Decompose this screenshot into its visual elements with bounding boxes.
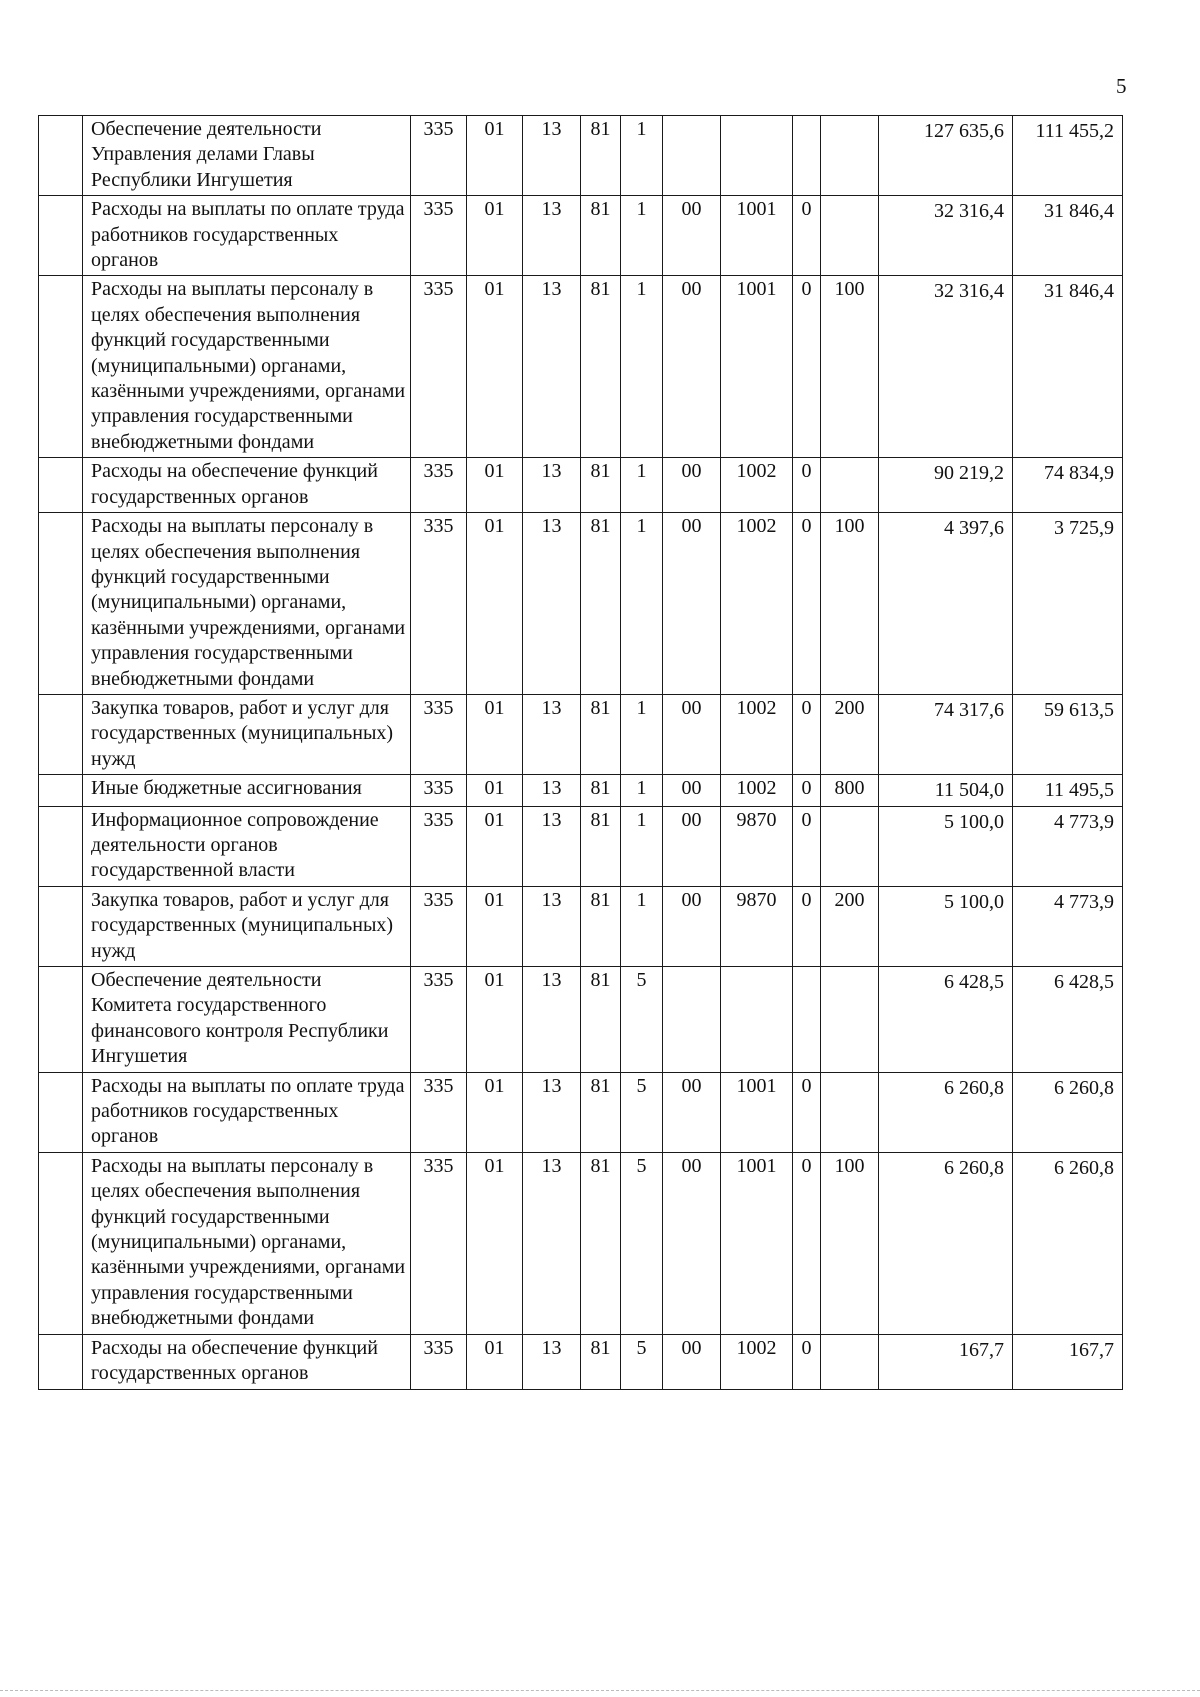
cell-amount-2: 6 428,5 — [1013, 967, 1123, 1073]
cell-razdel: 01 — [467, 694, 523, 774]
page-bottom-rule — [0, 1690, 1200, 1691]
cell-index — [39, 775, 83, 806]
cell-direction-suffix — [793, 116, 821, 196]
cell-program: 81 — [581, 116, 621, 196]
cell-program: 81 — [581, 1334, 621, 1389]
cell-subprogram: 5 — [621, 1334, 663, 1389]
cell-subprogram: 5 — [621, 1072, 663, 1152]
cell-index — [39, 886, 83, 966]
cell-program: 81 — [581, 458, 621, 513]
cell-podrazdel: 13 — [523, 694, 581, 774]
cell-amount-1: 167,7 — [879, 1334, 1013, 1389]
cell-index — [39, 1334, 83, 1389]
cell-amount-2: 3 725,9 — [1013, 513, 1123, 695]
table-row — [39, 967, 1123, 1073]
cell-direction-suffix: 0 — [793, 1152, 821, 1334]
page-number: 5 — [1116, 74, 1127, 98]
cell-direction: 9870 — [721, 806, 793, 886]
cell-amount-2: 31 846,4 — [1013, 196, 1123, 276]
table-row — [39, 196, 1123, 276]
cell-subprogram: 1 — [621, 775, 663, 806]
cell-subprogram: 1 — [621, 196, 663, 276]
cell-index — [39, 694, 83, 774]
cell-amount-1: 74 317,6 — [879, 694, 1013, 774]
cell-amount-1: 32 316,4 — [879, 196, 1013, 276]
cell-program: 81 — [581, 694, 621, 774]
cell-razdel: 01 — [467, 967, 523, 1073]
cell-main-activity: 00 — [663, 513, 721, 695]
cell-name: Обеспечение деятельности Комитета государственного финансового контроля Республики Ингушетия — [83, 967, 411, 1073]
cell-name: Расходы на обеспечение функций государственных органов — [83, 458, 411, 513]
cell-subprogram: 1 — [621, 458, 663, 513]
cell-expense-type — [821, 458, 879, 513]
cell-ved: 335 — [411, 1152, 467, 1334]
cell-amount-1: 90 219,2 — [879, 458, 1013, 513]
cell-direction: 1001 — [721, 1072, 793, 1152]
cell-name: Расходы на выплаты по оплате труда работников государственных органов — [83, 196, 411, 276]
cell-amount-1: 5 100,0 — [879, 886, 1013, 966]
cell-expense-type: 800 — [821, 775, 879, 806]
cell-podrazdel: 13 — [523, 276, 581, 458]
cell-razdel: 01 — [467, 458, 523, 513]
cell-index — [39, 116, 83, 196]
table-row — [39, 116, 1123, 196]
cell-name: Расходы на выплаты по оплате труда работников государственных органов — [83, 1072, 411, 1152]
cell-ved: 335 — [411, 276, 467, 458]
cell-ved: 335 — [411, 967, 467, 1073]
cell-main-activity — [663, 116, 721, 196]
cell-index — [39, 1072, 83, 1152]
cell-main-activity: 00 — [663, 1072, 721, 1152]
cell-direction-suffix: 0 — [793, 694, 821, 774]
cell-amount-2: 4 773,9 — [1013, 806, 1123, 886]
cell-expense-type — [821, 196, 879, 276]
cell-index — [39, 276, 83, 458]
cell-direction-suffix: 0 — [793, 513, 821, 695]
cell-expense-type: 100 — [821, 1152, 879, 1334]
cell-direction: 9870 — [721, 886, 793, 966]
cell-amount-1: 6 260,8 — [879, 1152, 1013, 1334]
cell-main-activity: 00 — [663, 806, 721, 886]
cell-expense-type — [821, 116, 879, 196]
cell-direction-suffix: 0 — [793, 806, 821, 886]
cell-expense-type — [821, 1334, 879, 1389]
table-row — [39, 694, 1123, 774]
cell-podrazdel: 13 — [523, 1072, 581, 1152]
cell-subprogram: 5 — [621, 1152, 663, 1334]
cell-name: Закупка товаров, работ и услуг для государственных (муниципальных) нужд — [83, 694, 411, 774]
cell-razdel: 01 — [467, 775, 523, 806]
cell-main-activity: 00 — [663, 196, 721, 276]
cell-podrazdel: 13 — [523, 775, 581, 806]
cell-direction-suffix: 0 — [793, 1334, 821, 1389]
cell-subprogram: 1 — [621, 276, 663, 458]
cell-main-activity: 00 — [663, 886, 721, 966]
cell-amount-2: 11 495,5 — [1013, 775, 1123, 806]
cell-name: Расходы на выплаты персоналу в целях обеспечения выполнения функций государственными (муниципальными) органами, казёнными учреждениями, органами управления государственными внебюджетными фондами — [83, 513, 411, 695]
cell-program: 81 — [581, 276, 621, 458]
cell-amount-2: 4 773,9 — [1013, 886, 1123, 966]
table-row — [39, 886, 1123, 966]
cell-direction-suffix: 0 — [793, 458, 821, 513]
cell-main-activity: 00 — [663, 1152, 721, 1334]
cell-main-activity: 00 — [663, 458, 721, 513]
cell-subprogram: 1 — [621, 806, 663, 886]
cell-razdel: 01 — [467, 1334, 523, 1389]
cell-razdel: 01 — [467, 1072, 523, 1152]
cell-direction-suffix: 0 — [793, 886, 821, 966]
cell-direction — [721, 967, 793, 1073]
cell-podrazdel: 13 — [523, 1334, 581, 1389]
cell-main-activity — [663, 967, 721, 1073]
cell-index — [39, 967, 83, 1073]
cell-razdel: 01 — [467, 1152, 523, 1334]
cell-expense-type: 100 — [821, 276, 879, 458]
table-body — [39, 116, 1123, 1390]
cell-main-activity: 00 — [663, 694, 721, 774]
cell-amount-1: 127 635,6 — [879, 116, 1013, 196]
cell-direction: 1001 — [721, 196, 793, 276]
cell-name: Обеспечение деятельности Управления делами Главы Республики Ингушетия — [83, 116, 411, 196]
cell-podrazdel: 13 — [523, 196, 581, 276]
cell-podrazdel: 13 — [523, 967, 581, 1073]
table-row — [39, 458, 1123, 513]
cell-direction-suffix: 0 — [793, 196, 821, 276]
cell-direction: 1002 — [721, 458, 793, 513]
cell-direction: 1001 — [721, 276, 793, 458]
cell-ved: 335 — [411, 513, 467, 695]
table-row — [39, 806, 1123, 886]
cell-subprogram: 5 — [621, 967, 663, 1073]
cell-program: 81 — [581, 806, 621, 886]
cell-index — [39, 458, 83, 513]
table-row — [39, 513, 1123, 695]
cell-amount-1: 6 260,8 — [879, 1072, 1013, 1152]
cell-subprogram: 1 — [621, 886, 663, 966]
cell-program: 81 — [581, 196, 621, 276]
cell-ved: 335 — [411, 1334, 467, 1389]
cell-program: 81 — [581, 775, 621, 806]
cell-amount-2: 59 613,5 — [1013, 694, 1123, 774]
cell-razdel: 01 — [467, 116, 523, 196]
cell-program: 81 — [581, 886, 621, 966]
cell-ved: 335 — [411, 116, 467, 196]
cell-amount-1: 6 428,5 — [879, 967, 1013, 1073]
cell-name: Иные бюджетные ассигнования — [83, 775, 411, 806]
cell-podrazdel: 13 — [523, 1152, 581, 1334]
table-row — [39, 1072, 1123, 1152]
cell-index — [39, 1152, 83, 1334]
cell-ved: 335 — [411, 886, 467, 966]
cell-podrazdel: 13 — [523, 116, 581, 196]
table-row — [39, 775, 1123, 806]
cell-ved: 335 — [411, 806, 467, 886]
table-row — [39, 1152, 1123, 1334]
cell-direction: 1002 — [721, 775, 793, 806]
cell-direction — [721, 116, 793, 196]
cell-podrazdel: 13 — [523, 458, 581, 513]
cell-amount-1: 32 316,4 — [879, 276, 1013, 458]
cell-program: 81 — [581, 967, 621, 1073]
cell-expense-type: 100 — [821, 513, 879, 695]
cell-subprogram: 1 — [621, 116, 663, 196]
cell-amount-2: 31 846,4 — [1013, 276, 1123, 458]
cell-name: Расходы на выплаты персоналу в целях обеспечения выполнения функций государственными (муниципальными) органами, казёнными учреждениями, органами управления государственными внебюджетными фондами — [83, 276, 411, 458]
cell-program: 81 — [581, 513, 621, 695]
cell-direction: 1001 — [721, 1152, 793, 1334]
cell-index — [39, 513, 83, 695]
cell-amount-2: 74 834,9 — [1013, 458, 1123, 513]
cell-direction: 1002 — [721, 513, 793, 695]
cell-amount-1: 11 504,0 — [879, 775, 1013, 806]
cell-amount-2: 167,7 — [1013, 1334, 1123, 1389]
cell-index — [39, 196, 83, 276]
cell-ved: 335 — [411, 775, 467, 806]
cell-expense-type — [821, 1072, 879, 1152]
cell-razdel: 01 — [467, 196, 523, 276]
cell-razdel: 01 — [467, 276, 523, 458]
cell-index — [39, 806, 83, 886]
cell-ved: 335 — [411, 458, 467, 513]
cell-main-activity: 00 — [663, 775, 721, 806]
cell-podrazdel: 13 — [523, 806, 581, 886]
cell-direction-suffix — [793, 967, 821, 1073]
cell-ved: 335 — [411, 196, 467, 276]
cell-name: Расходы на обеспечение функций государственных органов — [83, 1334, 411, 1389]
cell-expense-type — [821, 806, 879, 886]
cell-direction-suffix: 0 — [793, 1072, 821, 1152]
cell-main-activity: 00 — [663, 1334, 721, 1389]
cell-main-activity: 00 — [663, 276, 721, 458]
table-row — [39, 1334, 1123, 1389]
cell-subprogram: 1 — [621, 694, 663, 774]
cell-razdel: 01 — [467, 806, 523, 886]
cell-name: Информационное сопровождение деятельности органов государственной власти — [83, 806, 411, 886]
cell-podrazdel: 13 — [523, 886, 581, 966]
cell-direction-suffix: 0 — [793, 775, 821, 806]
cell-direction-suffix: 0 — [793, 276, 821, 458]
cell-razdel: 01 — [467, 513, 523, 695]
cell-amount-1: 5 100,0 — [879, 806, 1013, 886]
cell-expense-type: 200 — [821, 886, 879, 966]
table-row — [39, 276, 1123, 458]
cell-amount-2: 6 260,8 — [1013, 1072, 1123, 1152]
cell-expense-type: 200 — [821, 694, 879, 774]
cell-expense-type — [821, 967, 879, 1073]
cell-direction: 1002 — [721, 1334, 793, 1389]
cell-direction: 1002 — [721, 694, 793, 774]
cell-amount-1: 4 397,6 — [879, 513, 1013, 695]
cell-razdel: 01 — [467, 886, 523, 966]
cell-program: 81 — [581, 1152, 621, 1334]
cell-subprogram: 1 — [621, 513, 663, 695]
cell-name: Закупка товаров, работ и услуг для государственных (муниципальных) нужд — [83, 886, 411, 966]
cell-podrazdel: 13 — [523, 513, 581, 695]
cell-program: 81 — [581, 1072, 621, 1152]
budget-table — [38, 115, 1123, 1390]
cell-amount-2: 111 455,2 — [1013, 116, 1123, 196]
cell-ved: 335 — [411, 1072, 467, 1152]
cell-amount-2: 6 260,8 — [1013, 1152, 1123, 1334]
cell-name: Расходы на выплаты персоналу в целях обеспечения выполнения функций государственными (муниципальными) органами, казёнными учреждениями, органами управления государственными внебюджетными фондами — [83, 1152, 411, 1334]
cell-ved: 335 — [411, 694, 467, 774]
